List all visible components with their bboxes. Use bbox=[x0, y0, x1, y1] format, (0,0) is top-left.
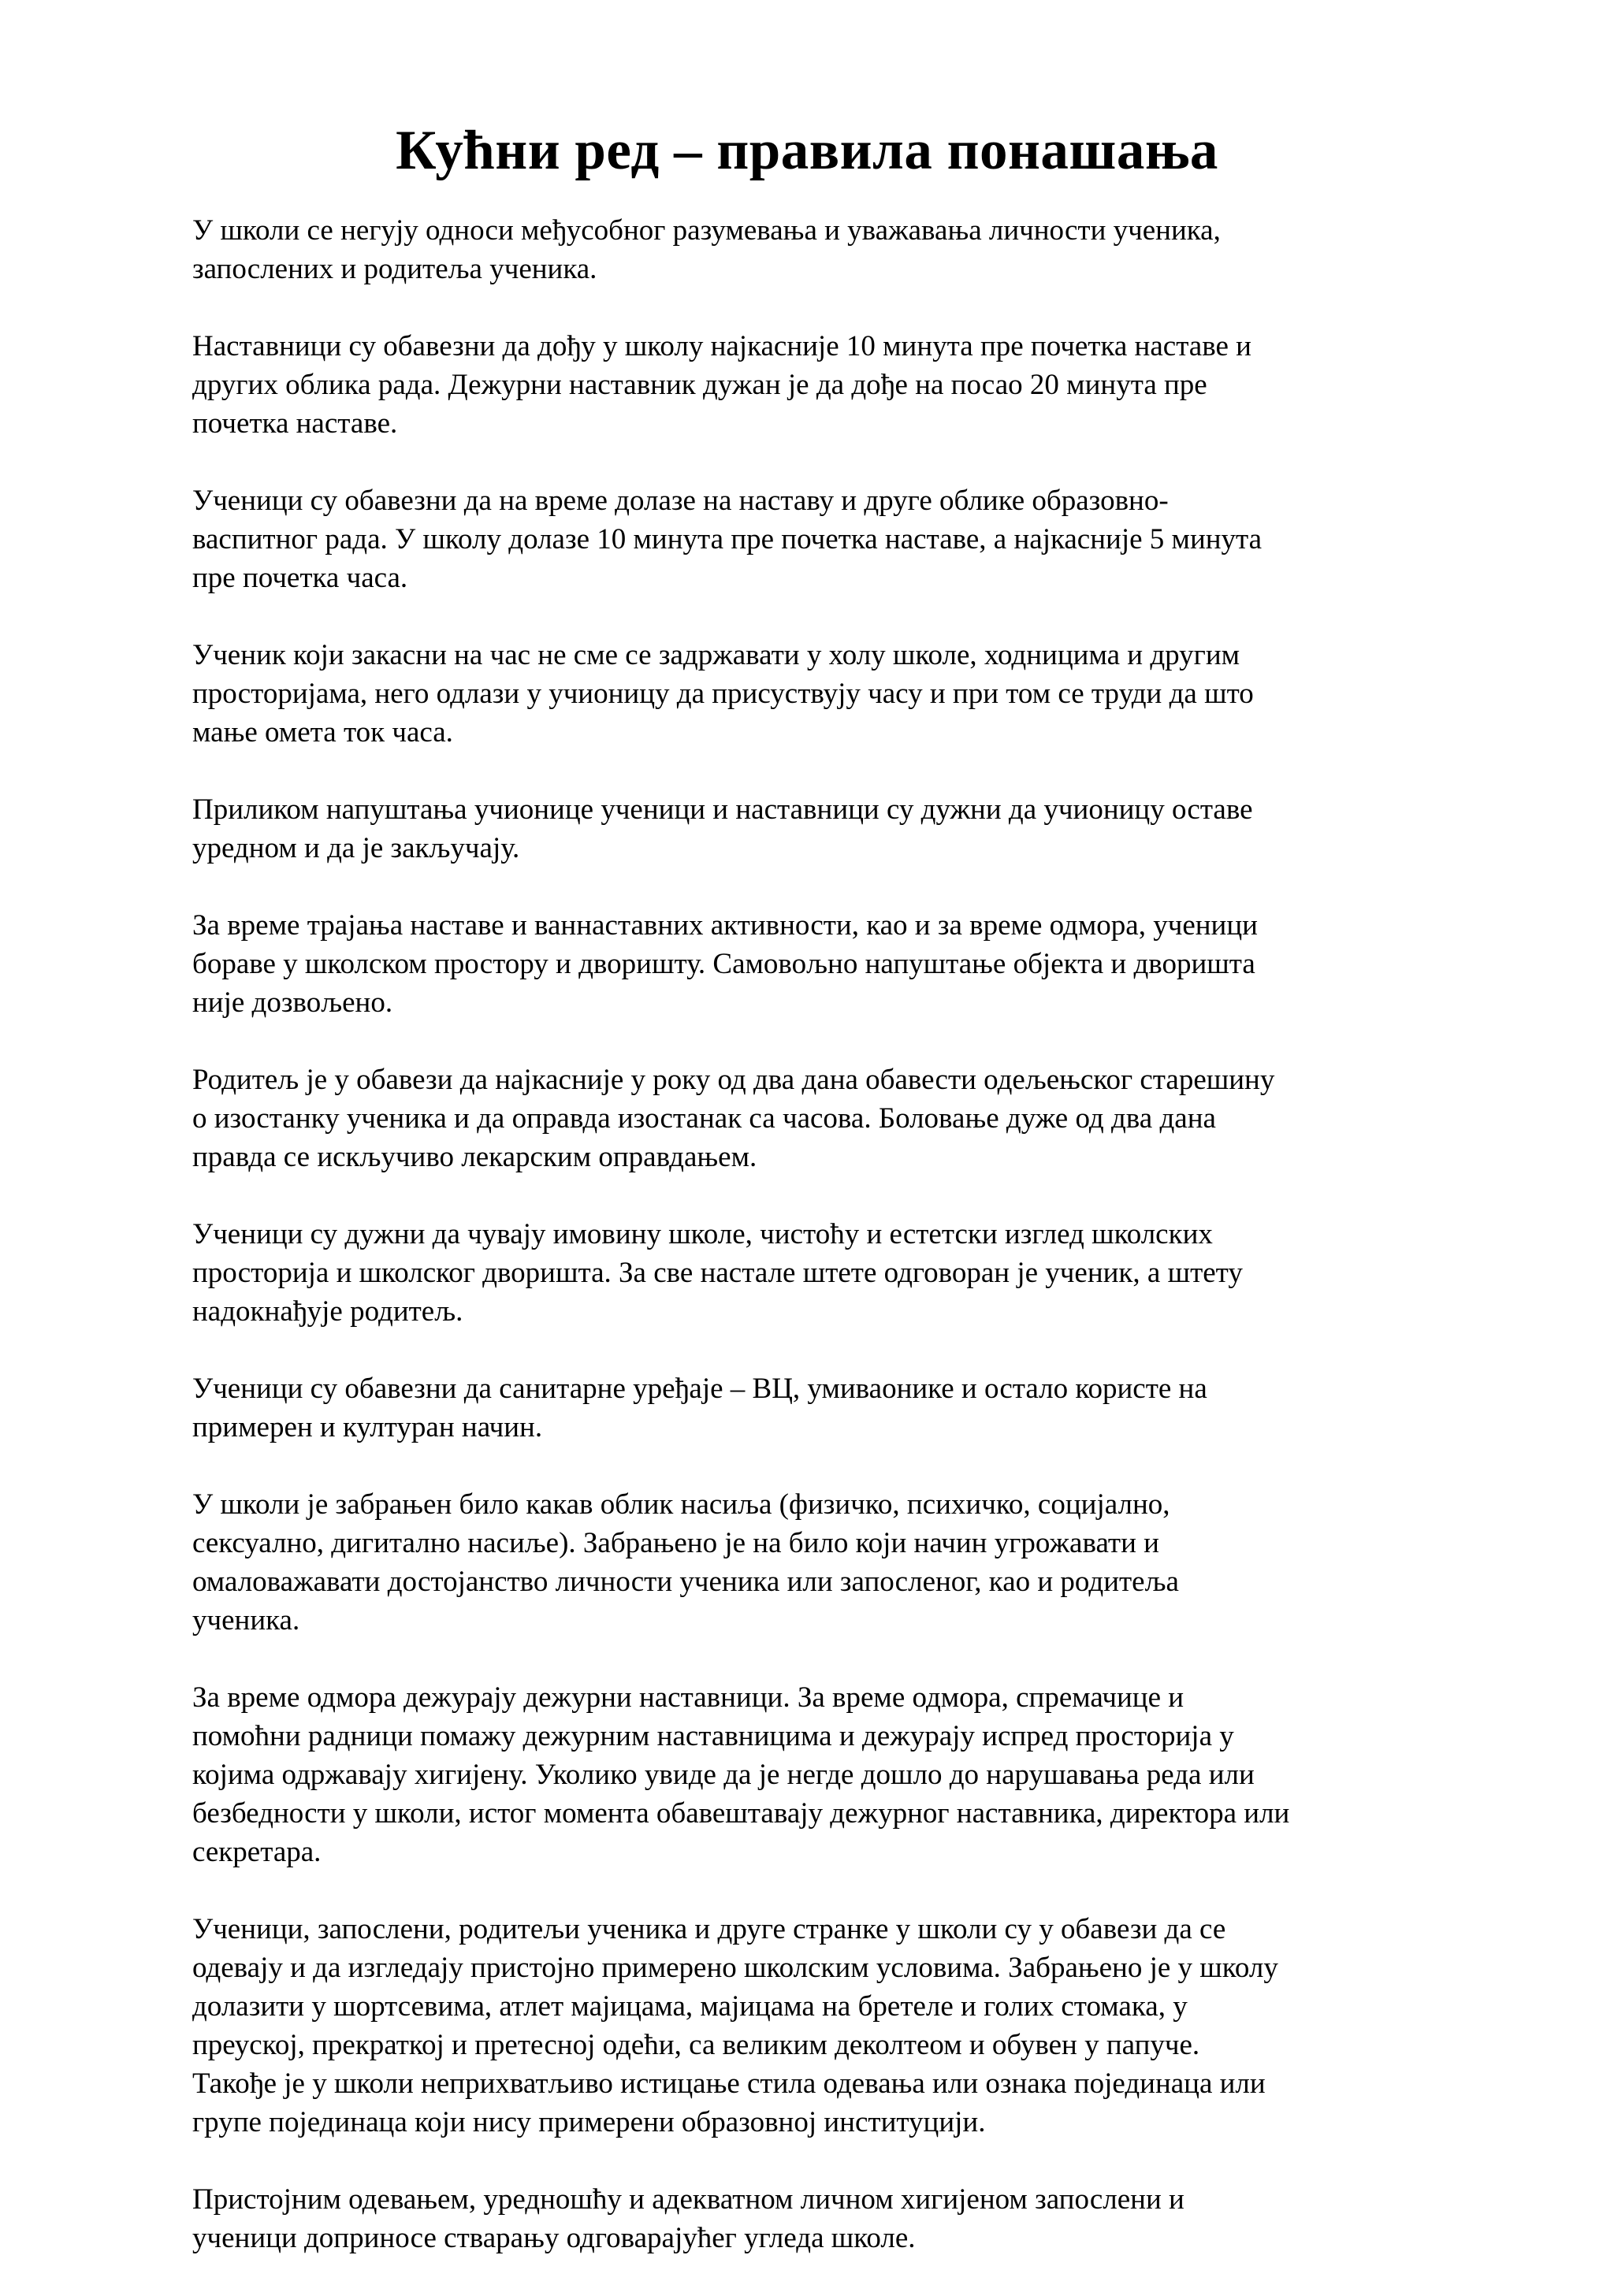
paragraph-absence-reporting bbox=[192, 1061, 1485, 1176]
paragraph-school-premises bbox=[192, 906, 1485, 1022]
paragraph-school-property bbox=[192, 1215, 1485, 1331]
text-line: ученика. bbox=[192, 1604, 300, 1637]
paragraph-break-duty bbox=[192, 1678, 1485, 1871]
text-line: није дозвољено. bbox=[192, 986, 393, 1019]
text-line: Наставници су обавезни да дођу у школу најкасније 10 минута пре почетка наставе и bbox=[192, 330, 1251, 362]
text-line: секретара. bbox=[192, 1836, 322, 1868]
text-line: Ученици, запослени, родитељи ученика и друге странке у школи су у обавези да се bbox=[192, 1913, 1226, 1945]
text-line: надокнађује родитељ. bbox=[192, 1295, 463, 1328]
text-line: мање омета ток часа. bbox=[192, 716, 453, 749]
text-line: За време трајања наставе и ваннаставних активности, као и за време одмора, ученици bbox=[192, 909, 1258, 942]
text-line: правда се искључиво лекарским оправдањем. bbox=[192, 1141, 757, 1173]
text-line: о изостанку ученика и да оправда изостанак са часова. Боловање дуже од два дана bbox=[192, 1102, 1216, 1135]
text-line: Ученици су обавезни да на време долазе на наставу и друге облике образовно- bbox=[192, 485, 1169, 517]
text-line: Такође је у школи неприхватљиво истицање стила одевања или ознака појединаца или bbox=[192, 2068, 1266, 2100]
text-line: сексуално, дигитално насиље). Забрањено је на било који начин угрожавати и bbox=[192, 1527, 1159, 1559]
paragraph-late-student bbox=[192, 636, 1485, 752]
text-line: безбедности у школи, истог момента обавештавају дежурног наставника, директора или bbox=[192, 1797, 1290, 1830]
text-line: У школи је забрањен било какав облик насиља (физичко, психичко, социјално, bbox=[192, 1488, 1170, 1521]
text-line: запослених и родитеља ученика. bbox=[192, 253, 597, 285]
text-line: помоћни радници помажу дежурним наставницима и дежурају испред просторија у bbox=[192, 1720, 1234, 1752]
text-line: Пристојним одевањем, уредношћу и адекватном личном хигијеном запослени и bbox=[192, 2183, 1184, 2216]
text-line: просторијама, него одлази у учионицу да присуствују часу и при том се труди да што bbox=[192, 678, 1254, 710]
text-line: За време одмора дежурају дежурни наставници. За време одмора, спремачице и bbox=[192, 1681, 1184, 1714]
text-line: У школи се негују односи међусобног разумевања и уважавања личности ученика, bbox=[192, 214, 1221, 247]
text-line: омаловажавати достојанство личности ученика или запосленог, као и родитеља bbox=[192, 1566, 1179, 1598]
text-line: преуској, прекраткој и претесној одећи, са великим деколтеом и обувен у папуче. bbox=[192, 2029, 1200, 2061]
paragraph-student-arrival bbox=[192, 481, 1485, 597]
paragraph-leaving-classroom bbox=[192, 790, 1485, 868]
text-line: почетка наставе. bbox=[192, 407, 398, 440]
text-line: примерен и културан начин. bbox=[192, 1411, 543, 1443]
paragraph-school-reputation bbox=[192, 2180, 1485, 2257]
text-line: Приликом напуштања учионице ученици и наставници су дужни да учионицу оставе bbox=[192, 793, 1253, 826]
paragraph-dress-code bbox=[192, 1910, 1485, 2142]
text-line: групе појединаца који нису примерени образовној институцији. bbox=[192, 2106, 986, 2138]
text-line: других облика рада. Дежурни наставник дужан је да дође на посао 20 минута пре bbox=[192, 369, 1207, 401]
text-line: бораве у школском простору и дворишту. Самовољно напуштање објекта и дворишта bbox=[192, 948, 1255, 980]
text-line: уредном и да је закључају. bbox=[192, 832, 520, 864]
text-line: Ученици су обавезни да санитарне уређаје – ВЦ, умиваонике и остало користе на bbox=[192, 1373, 1207, 1405]
paragraph-mutual-respect bbox=[192, 211, 1485, 288]
text-line: долазити у шортсевима, атлет мајицама, мајицама на бретеле и голих стомака, у bbox=[192, 1990, 1188, 2023]
text-line: Родитељ је у обавези да најкасније у року од два дана обавести одељењског старешину bbox=[192, 1064, 1275, 1096]
paragraph-sanitary-facilities bbox=[192, 1369, 1485, 1447]
text-line: васпитног рада. У школу долазе 10 минута пре почетка наставе, а најкасније 5 минута bbox=[192, 523, 1263, 555]
page-title: Кућни ред – правила понашања bbox=[396, 120, 1218, 181]
document-body bbox=[192, 211, 1485, 2296]
paragraph-teacher-arrival bbox=[192, 327, 1485, 443]
paragraph-violence-prohibited bbox=[192, 1485, 1485, 1640]
text-line: ученици доприносе стварању одговарајућег угледа школе. bbox=[192, 2222, 916, 2254]
text-line: Ученик који закасни на час не сме се задржавати у холу школе, ходницима и другим bbox=[192, 639, 1240, 671]
text-line: којима одржавају хигијену. Уколико увиде да је негде дошло до нарушавања реда или bbox=[192, 1759, 1255, 1791]
text-line: пре почетка часа. bbox=[192, 562, 408, 594]
text-line: просторија и школског дворишта. За све настале штете одговоран је ученик, а штету bbox=[192, 1257, 1243, 1289]
text-line: Ученици су дужни да чувају имовину школе, чистоћу и естетски изглед школских bbox=[192, 1218, 1213, 1250]
text-line: одевају и да изгледају пристојно примерено школским условима. Забрањено је у школу bbox=[192, 1952, 1278, 1984]
